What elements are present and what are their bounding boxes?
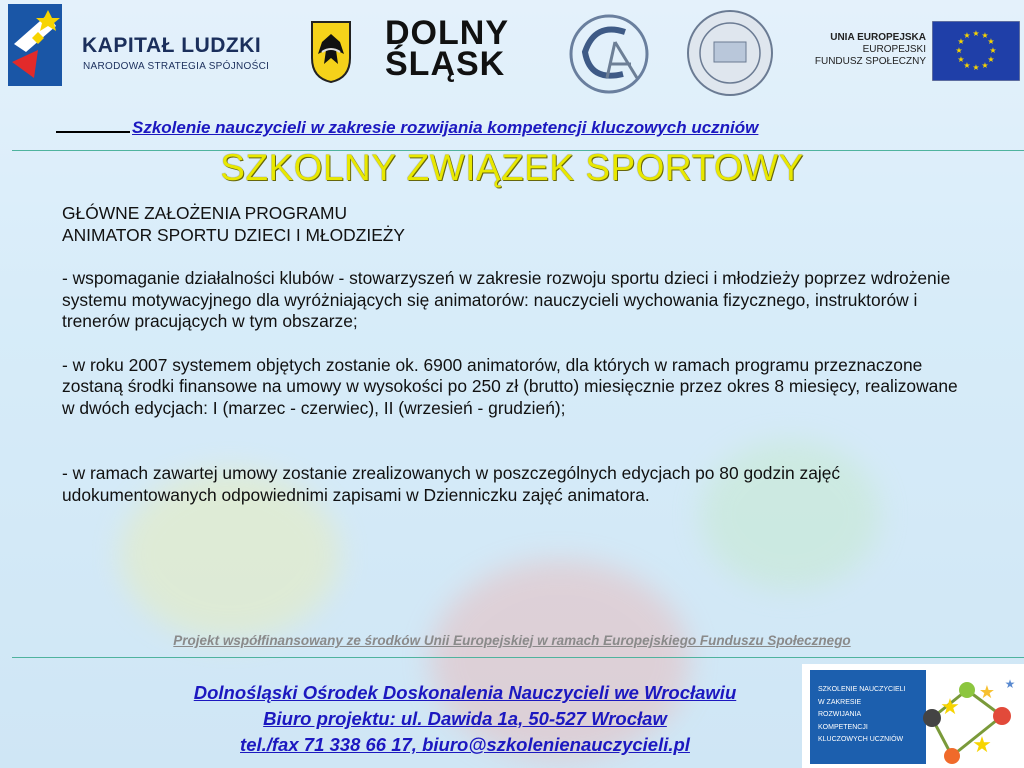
footer-contact bbox=[40, 680, 890, 758]
divider-bottom bbox=[12, 657, 1024, 658]
eu-flag-icon bbox=[932, 21, 1020, 81]
kapital-ludzki-logo-icon bbox=[8, 4, 62, 86]
svg-text:★: ★ bbox=[989, 46, 997, 55]
dolny-text: DOLNY bbox=[385, 14, 509, 52]
lower-silesia-crest-icon bbox=[310, 20, 352, 84]
eu-line-2: EUROPEJSKI bbox=[862, 44, 926, 55]
subtitle-text: Szkolenie nauczycieli w zakresie rozwijania kompetencji kluczowych uczniów bbox=[132, 118, 759, 137]
eu-line-1: UNIA EUROPEJSKA bbox=[830, 32, 926, 43]
cofinancing-note: Projekt współfinansowany ze środków Unii Europejskiej w ramach Europejskiego Funduszu Społecznego bbox=[173, 633, 851, 648]
footer-institution: Dolnośląski Ośrodek Doskonalenia Nauczycieli we Wrocławiu bbox=[193, 682, 737, 703]
dolny-slask-logo bbox=[385, 14, 509, 83]
bullet-paragraph-3: - w ramach zawartej umowy zostanie zrealizowanych w poszczególnych edycjach po 80 godzin zajęć udokumentowanych odpowiednimi zapisami w Dzienniczku zajęć animatora. bbox=[62, 463, 841, 505]
svg-text:★: ★ bbox=[987, 55, 995, 64]
underline-blank bbox=[56, 131, 130, 133]
program-heading: GŁÓWNE ZAŁOŻENIA PROGRAMU bbox=[62, 203, 348, 223]
svg-text:★: ★ bbox=[955, 46, 963, 55]
svg-text:★: ★ bbox=[957, 37, 965, 46]
svg-text:★: ★ bbox=[940, 695, 960, 720]
project-logo-line-3: ROZWIJANIA bbox=[818, 711, 862, 718]
training-subtitle bbox=[56, 118, 986, 138]
svg-text:★: ★ bbox=[981, 31, 989, 40]
svg-text:★: ★ bbox=[1004, 677, 1016, 691]
svg-text:★: ★ bbox=[963, 61, 971, 70]
project-logo-line-2: W ZAKRESIE bbox=[818, 698, 862, 706]
footer-phone-email: tel./fax 71 338 66 17, biuro@szkolenienauczycieli.pl bbox=[240, 734, 690, 755]
svg-text:★: ★ bbox=[978, 682, 996, 703]
project-logo-line-4: KOMPETENCJI bbox=[818, 723, 868, 731]
svg-text:★: ★ bbox=[963, 31, 971, 40]
molecule-stars-icon bbox=[912, 668, 1022, 768]
monogram-emblem-icon bbox=[555, 12, 663, 96]
bullet-paragraph-1: - wspomaganie działalności klubów - stowarzyszeń w zakresie rozwoju sportu dzieci i młodzieży poprzez wdrożenie systemu motywacyjnego dla wyróżniających się animatorów: nauczycieli wychowania fizycznego, instruktorów i trenerów pracujących w tym obszarze; bbox=[62, 268, 951, 331]
svg-text:★: ★ bbox=[972, 733, 992, 758]
page-title: SZKOLNY ZWIĄZEK SPORTOWY bbox=[220, 147, 804, 188]
svg-text:★: ★ bbox=[981, 61, 989, 70]
project-logo-line-1: SZKOLENIE NAUCZYCIELI bbox=[818, 686, 906, 693]
svg-text:★: ★ bbox=[987, 37, 995, 46]
kapital-ludzki-subtitle: NARODOWA STRATEGIA SPÓJNOŚCI bbox=[83, 61, 270, 72]
svg-text:★: ★ bbox=[957, 55, 965, 64]
eu-line-3: FUNDUSZ SPOŁECZNY bbox=[814, 56, 926, 67]
kapital-ludzki-title: KAPITAŁ LUDZKI bbox=[82, 34, 262, 57]
eu-fund-text bbox=[790, 32, 926, 68]
logo-bar bbox=[0, 0, 1024, 108]
main-content bbox=[62, 203, 972, 506]
project-logo-box bbox=[802, 664, 1024, 768]
footer-address: Biuro projektu: ul. Dawida 1a, 50-527 Wrocław bbox=[263, 708, 667, 729]
program-subheading: ANIMATOR SPORTU DZIECI I MŁODZIEŻY bbox=[62, 224, 406, 245]
bullet-paragraph-2: - w roku 2007 systemem objętych zostanie ok. 6900 animatorów, dla których w ramach programu przeznaczone zostaną środki finansowe na umowy w wysokości po 250 zł (brutto) miesięcznie przez okres 8 miesięcy, realizowane w dwóch edycjach: I (marzec - czerwiec), II (wrzesień - grudzień); bbox=[62, 354, 958, 418]
dodn-wroclaw-seal-icon bbox=[684, 8, 776, 98]
slask-text: ŚLĄSK bbox=[385, 45, 506, 83]
svg-text:★: ★ bbox=[972, 63, 980, 72]
svg-text:★: ★ bbox=[972, 29, 980, 38]
project-logo-line-5: KLUCZOWYCH UCZNIÓW bbox=[818, 736, 904, 743]
